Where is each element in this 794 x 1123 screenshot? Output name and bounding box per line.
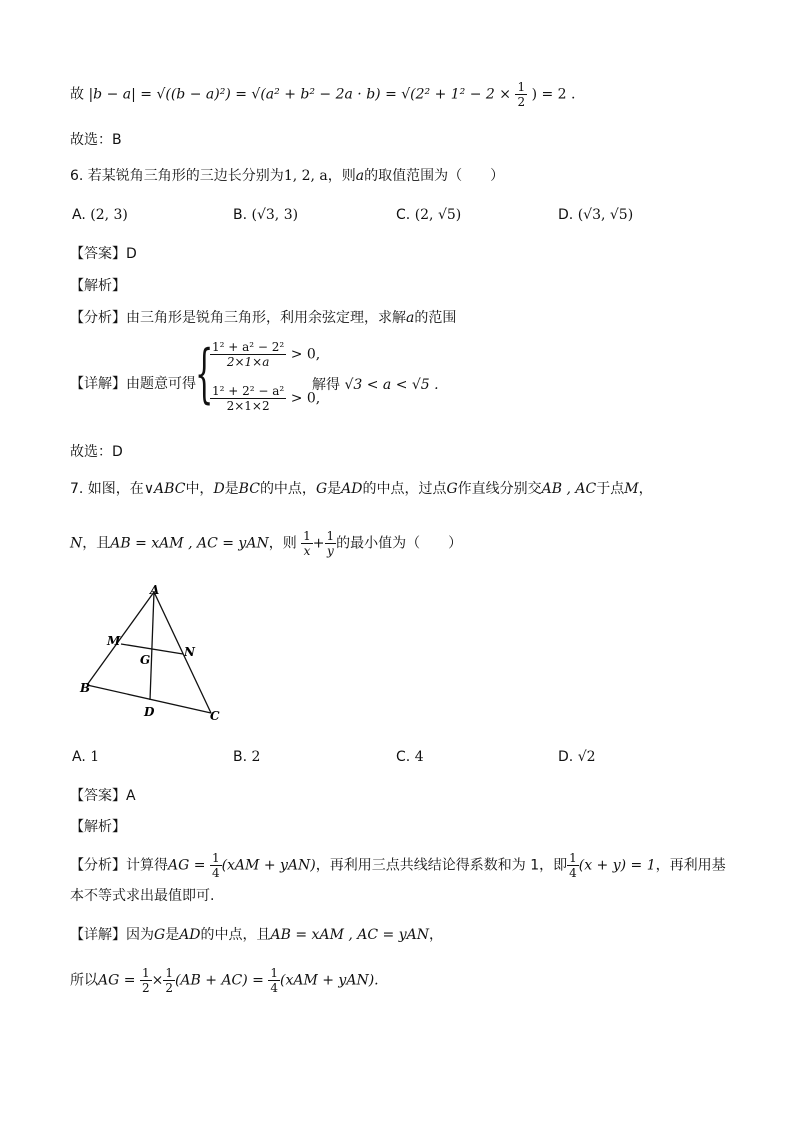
q6-option-d[interactable] bbox=[558, 207, 633, 223]
s-ag: AG = bbox=[98, 972, 140, 989]
option-label: D. bbox=[558, 749, 574, 765]
q7-stem-k: ，则 bbox=[268, 535, 297, 552]
detail-vec: AB = xAM , AC = yAN bbox=[270, 927, 429, 943]
q7-option-b[interactable] bbox=[233, 749, 260, 765]
h-den: 2 bbox=[141, 981, 150, 995]
q6-final: 故选：D bbox=[70, 444, 123, 460]
q7-point-m: M bbox=[624, 481, 639, 497]
q7-answer bbox=[70, 786, 136, 806]
frac-den: 2 bbox=[517, 95, 526, 109]
label-a: A bbox=[150, 583, 160, 597]
q6-stem bbox=[70, 166, 504, 186]
q7-fenxi-line1 bbox=[70, 851, 726, 880]
q6-option-b[interactable] bbox=[233, 207, 298, 223]
q7-option-c[interactable] bbox=[396, 749, 424, 765]
prev-solution-line bbox=[70, 80, 575, 109]
frac-quarter-2 bbox=[567, 851, 579, 880]
option-value: √2 bbox=[577, 749, 596, 765]
q6-stem-a: 6. 若某锐角三角形的三边长分别为 bbox=[70, 168, 284, 184]
q-num: 1 bbox=[569, 851, 577, 865]
q7-stem-e: 是 bbox=[327, 481, 342, 497]
option-value: (√3, √5) bbox=[577, 207, 634, 223]
option-label: C. bbox=[396, 207, 411, 223]
label-g: G bbox=[140, 653, 151, 667]
sys1-den: 2×1×a bbox=[226, 355, 270, 369]
q7-point-g: G bbox=[315, 481, 328, 497]
q6-result bbox=[312, 374, 439, 394]
plus-sign: + bbox=[312, 535, 325, 552]
detail-tag: 【详解】 bbox=[70, 927, 126, 943]
detail-g: G bbox=[154, 927, 166, 943]
h-num: 1 bbox=[141, 966, 150, 980]
q7-analysis-tag: 【解析】 bbox=[70, 819, 126, 835]
q7-triangle: ∨ABC bbox=[143, 481, 186, 497]
q7-point-g2: G bbox=[446, 481, 458, 497]
fenxi-var: a bbox=[406, 310, 415, 326]
q7-stem-line1 bbox=[70, 479, 653, 499]
q6-option-a[interactable] bbox=[72, 207, 128, 223]
triangle-figure bbox=[70, 578, 240, 728]
h-den: 2 bbox=[165, 981, 173, 995]
q-num: 1 bbox=[211, 851, 220, 865]
q7-stem-f: 的中点，过点 bbox=[362, 481, 447, 497]
ag-rest: (xAM + yAN) bbox=[221, 857, 316, 874]
detail-c: 的中点，且 bbox=[200, 927, 271, 943]
option-label: A. bbox=[72, 749, 86, 765]
sys2-tail: > 0, bbox=[290, 390, 321, 407]
q6-stem-c: 的取值范围为（ ） bbox=[364, 168, 505, 184]
fenxi-b: 的范围 bbox=[414, 310, 457, 326]
fenxi-tag: 【分析】 bbox=[70, 310, 126, 326]
frac-num: 1 bbox=[517, 80, 526, 94]
q6-sides: 1, 2, a bbox=[283, 168, 328, 184]
q7-detail-line2 bbox=[70, 966, 379, 995]
q7-option-a[interactable] bbox=[72, 749, 99, 765]
fraction-half bbox=[515, 80, 527, 109]
f1-num: 1 bbox=[303, 529, 311, 543]
sys2-den: 2×1×2 bbox=[226, 399, 270, 413]
q6-analysis-tag: 【解析】 bbox=[70, 278, 126, 294]
label-c: C bbox=[210, 709, 220, 723]
sys1-frac bbox=[210, 340, 286, 369]
detail-a: 因为 bbox=[126, 927, 154, 943]
result-expr: √3 < a < √5 . bbox=[344, 377, 439, 393]
option-label: A. bbox=[72, 207, 86, 223]
detail-a: 由题意可得 bbox=[126, 376, 196, 392]
prev-answer: 故选：B bbox=[70, 132, 122, 148]
q7-fenxi-line2: 本不等式求出最值即可. bbox=[70, 888, 215, 904]
system-row-2 bbox=[210, 384, 320, 413]
q7-stem-d: 的中点， bbox=[259, 481, 316, 497]
q7-vector-condition: AB = xAM , AC = yAN bbox=[110, 535, 269, 552]
sum-rest: (x + y) = 1 bbox=[578, 857, 656, 874]
q7-seg-ad: AD bbox=[341, 481, 363, 497]
q6-answer bbox=[70, 244, 137, 264]
detail-tag: 【详解】 bbox=[70, 376, 126, 392]
q7-stem-h: 于点 bbox=[596, 481, 625, 497]
option-value: 4 bbox=[414, 749, 424, 765]
option-value: 2 bbox=[251, 749, 261, 765]
q7-stem-i: ， bbox=[638, 481, 653, 497]
option-label: D. bbox=[558, 207, 574, 223]
q6-detail-lead bbox=[70, 374, 196, 394]
option-label: B. bbox=[233, 207, 248, 223]
option-value: (√3, 3) bbox=[251, 207, 299, 223]
label-d: D bbox=[144, 705, 155, 719]
option-label: B. bbox=[233, 749, 248, 765]
lead-text: 故 bbox=[70, 86, 84, 103]
expression-tail: ) = 2 . bbox=[531, 86, 576, 103]
answer-value: A bbox=[126, 788, 136, 804]
q7-stem-c: 是 bbox=[224, 481, 239, 497]
frac-quarter bbox=[210, 851, 222, 880]
side-ac bbox=[154, 592, 211, 713]
option-label: C. bbox=[396, 749, 411, 765]
option-value: (2, √5) bbox=[414, 207, 462, 223]
detail-ad: AD bbox=[179, 927, 201, 943]
q6-fenxi bbox=[70, 308, 456, 328]
times-sign: × bbox=[151, 972, 164, 989]
q-den: 4 bbox=[569, 866, 577, 880]
frac-half-2 bbox=[163, 966, 175, 995]
frac-quarter-3 bbox=[268, 966, 280, 995]
answer-tag: 【答案】 bbox=[70, 788, 126, 804]
label-m: M bbox=[107, 634, 121, 648]
label-b: B bbox=[80, 681, 91, 695]
fenxi-tag: 【分析】 bbox=[70, 857, 126, 874]
median-ad bbox=[150, 592, 154, 700]
answer-tag: 【答案】 bbox=[70, 246, 126, 262]
q7-point-n: N bbox=[70, 535, 83, 552]
q7-point-d: D bbox=[213, 481, 225, 497]
q7-stem-a: 7. 如图，在 bbox=[70, 481, 144, 497]
q-den: 4 bbox=[270, 981, 278, 995]
detail-b: 解得 bbox=[312, 377, 340, 393]
q7-seg-bc: BC bbox=[238, 481, 260, 497]
label-n: N bbox=[184, 645, 195, 659]
detail-d: ， bbox=[428, 927, 443, 943]
q-num: 1 bbox=[270, 966, 278, 980]
q6-var: a bbox=[355, 168, 365, 184]
end-vec: (xAM + yAN). bbox=[280, 972, 379, 989]
q6-stem-b: ，则 bbox=[327, 168, 356, 184]
q-den: 4 bbox=[211, 866, 220, 880]
q6-option-c[interactable] bbox=[396, 207, 461, 223]
fenxi-a: 计算得 bbox=[126, 857, 168, 874]
q7-stem-l: 的最小值为（ ） bbox=[336, 535, 463, 552]
q7-stem-b: 中， bbox=[185, 481, 214, 497]
system-brace: { bbox=[195, 337, 214, 411]
f2-num: 1 bbox=[326, 529, 335, 543]
f2-den: y bbox=[326, 544, 334, 558]
q7-option-d[interactable] bbox=[558, 749, 596, 765]
sys1-tail: > 0, bbox=[290, 346, 321, 363]
side-ab bbox=[87, 592, 154, 685]
vector-norm-expression: |b − a| = √((b − a)²) = √(a² + b² − 2a · b) = √(2² + 1² − 2 × bbox=[88, 86, 516, 103]
ag-expr: AG = bbox=[168, 857, 210, 874]
option-value: (2, 3) bbox=[90, 207, 128, 223]
suoyi: 所以 bbox=[70, 972, 98, 989]
fenxi-b: ，再利用三点共线结论得系数和为 1，即 bbox=[315, 857, 568, 874]
q7-stem-line2 bbox=[70, 529, 462, 558]
q7-detail-line1 bbox=[70, 925, 443, 945]
fenxi-a: 由三角形是锐角三角形，利用余弦定理，求解 bbox=[126, 310, 406, 326]
answer-value: D bbox=[126, 246, 137, 262]
fenxi-c: ，再利用基 bbox=[655, 857, 726, 874]
q7-stem-g: 作直线分别交 bbox=[457, 481, 542, 497]
option-value: 1 bbox=[90, 749, 100, 765]
sum-vec: (AB + AC) = bbox=[174, 972, 269, 989]
sys1-num: 1² + a² − 2² bbox=[212, 340, 285, 354]
frac-1-over-x bbox=[301, 529, 313, 558]
detail-b: 是 bbox=[165, 927, 180, 943]
f1-den: x bbox=[303, 544, 311, 558]
system-row-1 bbox=[210, 340, 320, 369]
q7-segs: AB , AC bbox=[541, 481, 597, 497]
q7-stem-j: ，且 bbox=[82, 535, 111, 552]
sys2-num: 1² + 2² − a² bbox=[212, 384, 285, 398]
frac-half-1 bbox=[140, 966, 152, 995]
h-num: 1 bbox=[165, 966, 173, 980]
frac-1-over-y bbox=[325, 529, 337, 558]
sys2-frac bbox=[210, 384, 286, 413]
